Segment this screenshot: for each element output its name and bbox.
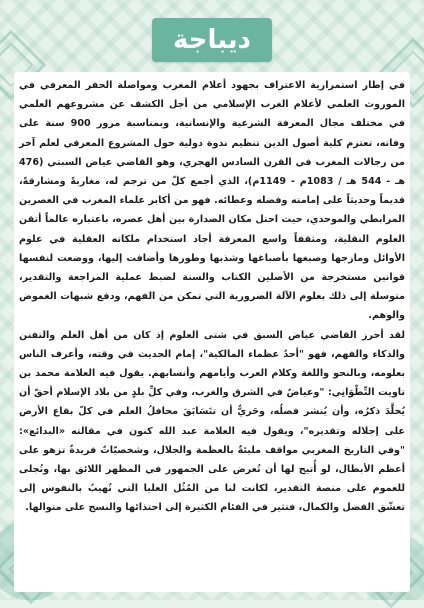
paragraph-qadi-iyad: لقد أحرز القاضي عياض السبق في شتى العلوم إذ كان من أهل العلم والتفنن والذكاء والفهم، فهو "أحدُ عظماء المالكية"، إمام الحديث في وقته، وأعرف الناس بعلومه، وبالنحو واللغة وكلام العرب وأيامهم وأنسابهم. يقول فيه العلامة محمد بن تاويت التِّطْوَانِي: "وعياضٌ في الشرق والغرب، وفي كلِّ بلدٍ من بلاد الإسلام أحقّ أن يُخلَّدَ ذكرُه، وأن يُنشر فضلُه، وحَريٌّ أن تتَسَابَقَ محافلُ العلم في كلّ بقاع الأرض على إجلاله وتقديره"، ويقول فيه العلامة عبد الله كنون في مقالته «البدائع»: "وفي التاريخ المغربي مواقف مليئةٌ بالعظمة والجلال، وشخصيّاتٌ فريدةٌ تزهو على أعظم الأبطال، لو أُتيح لها أن تُعرض على الجمهور في المظهر اللائق بها، وتُجلى للعموم على منصة التقدير، لكانت لنا من المُثُل العليا التي تُهيبُ بالنفوس إلى تعشّق الفضل والكمال، فتثير في الفئام الكثيرة إلى احتذائها والنسج على منوالها.: [19, 329, 405, 514]
text-panel: [14, 72, 410, 592]
page-title: ديباجة: [173, 25, 251, 55]
title-banner: [152, 18, 272, 62]
paragraph-intro: في إطار استمرارية الاعتراف بجهود أعلام المغرب ومواصلة الحفر المعرفي في الموروث العلمي لأعلام الغرب الإسلامي من أجل الكشف عن مشروعهم العلمي في مختلف مجال المعرفة الشرعية والإنسانية، وبمناسبة مرور 900 سنة على وفاته، تعتزم كلية أصول الدين تنظيم ندوة دولية حول المشروع المعرفي لعلم آخر من رجالات المغرب في القرن السادس الهجري، وهو القاضي عياض السبتي (476 هـ - 544 هـ / 1083م - 1149م)، الذي أجمع كلّ من ترجم له، مغاربةً ومشارقةً، قديماً وحديثاً على إمامته وفضله وعطائه. فهو من أكابر علماء المغرب في العصرين المرابطي والموحدي، حيث احتل مكان الصدارة بين أهل عصره، باعتباره عالماً أتقن العلوم النقلية، ومثقفاً واسع المعرفة أجاد استخدام ملكاته العقلية في علوم الأوائل ومازجها وصبغها بأصباغها وشذبها وطورها وأضافت إليها، ووضعت لنفسها قوانين مستخرجة من الأصلين الكتاب والسنة لضبط عملية المراجعة والتقدير، متوسلة إلى ذلك بعلوم الآلة الضرورية التي تمكن من الفهم، ودفع شبهات الغموض والوهم.: [19, 80, 405, 322]
